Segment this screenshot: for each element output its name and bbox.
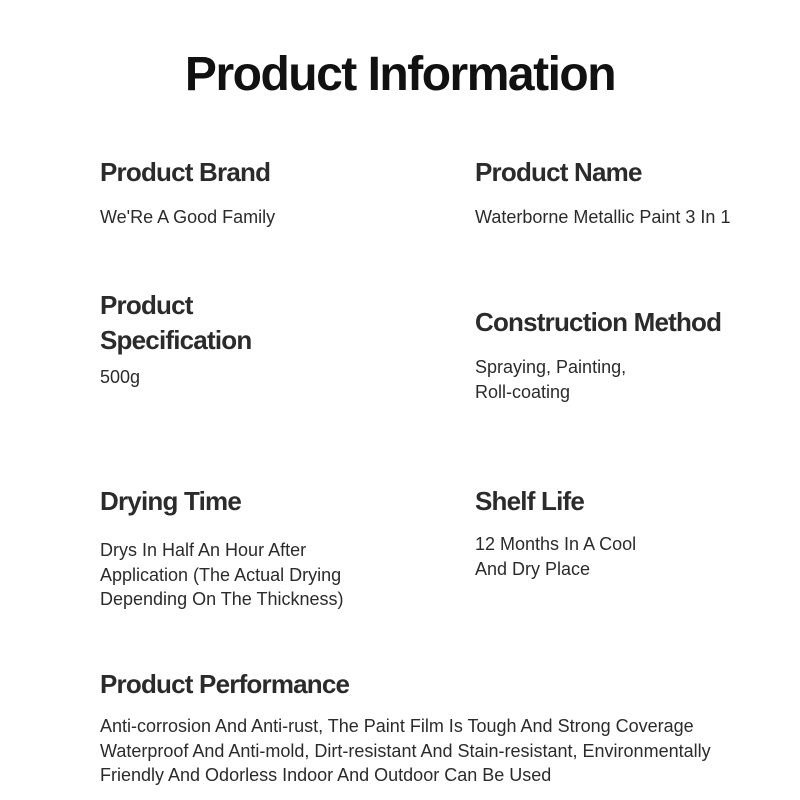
product-performance-section (100, 667, 790, 788)
construction-method-section (475, 305, 795, 404)
product-performance-heading: Product Performance (100, 669, 350, 699)
product-performance-value: Anti-corrosion And Anti-rust, The Paint Film Is Tough And Strong Coverage Waterproof And Anti-mold, Dirt-resistant And Stain-resistant, Environmentally Friendly And Odorless Indoor And Outdoor Can Be Used (100, 716, 711, 785)
shelf-life-heading: Shelf Life (475, 486, 585, 516)
product-brand-heading: Product Brand (100, 157, 271, 187)
shelf-life-value: 12 Months In A Cool And Dry Place (475, 534, 637, 579)
product-specification-section (100, 288, 350, 390)
drying-time-section (100, 484, 440, 612)
construction-method-heading: Construction Method (475, 307, 722, 337)
construction-method-value: Spraying, Painting, Roll-coating (475, 357, 627, 402)
product-name-heading: Product Name (475, 157, 642, 187)
product-name-value: Waterborne Metallic Paint 3 In 1 (475, 207, 731, 227)
shelf-life-section (475, 484, 795, 581)
product-name-section (475, 155, 795, 230)
drying-time-value: Drys In Half An Hour After Application (The Actual Drying Depending On The Thickness) (100, 540, 344, 609)
drying-time-heading: Drying Time (100, 486, 241, 516)
page-title: Product Information (184, 48, 616, 101)
product-specification-heading: Product Specification (100, 290, 252, 355)
product-brand-section (100, 155, 440, 230)
product-brand-value: We'Re A Good Family (100, 207, 276, 227)
product-specification-value: 500g (100, 367, 141, 387)
